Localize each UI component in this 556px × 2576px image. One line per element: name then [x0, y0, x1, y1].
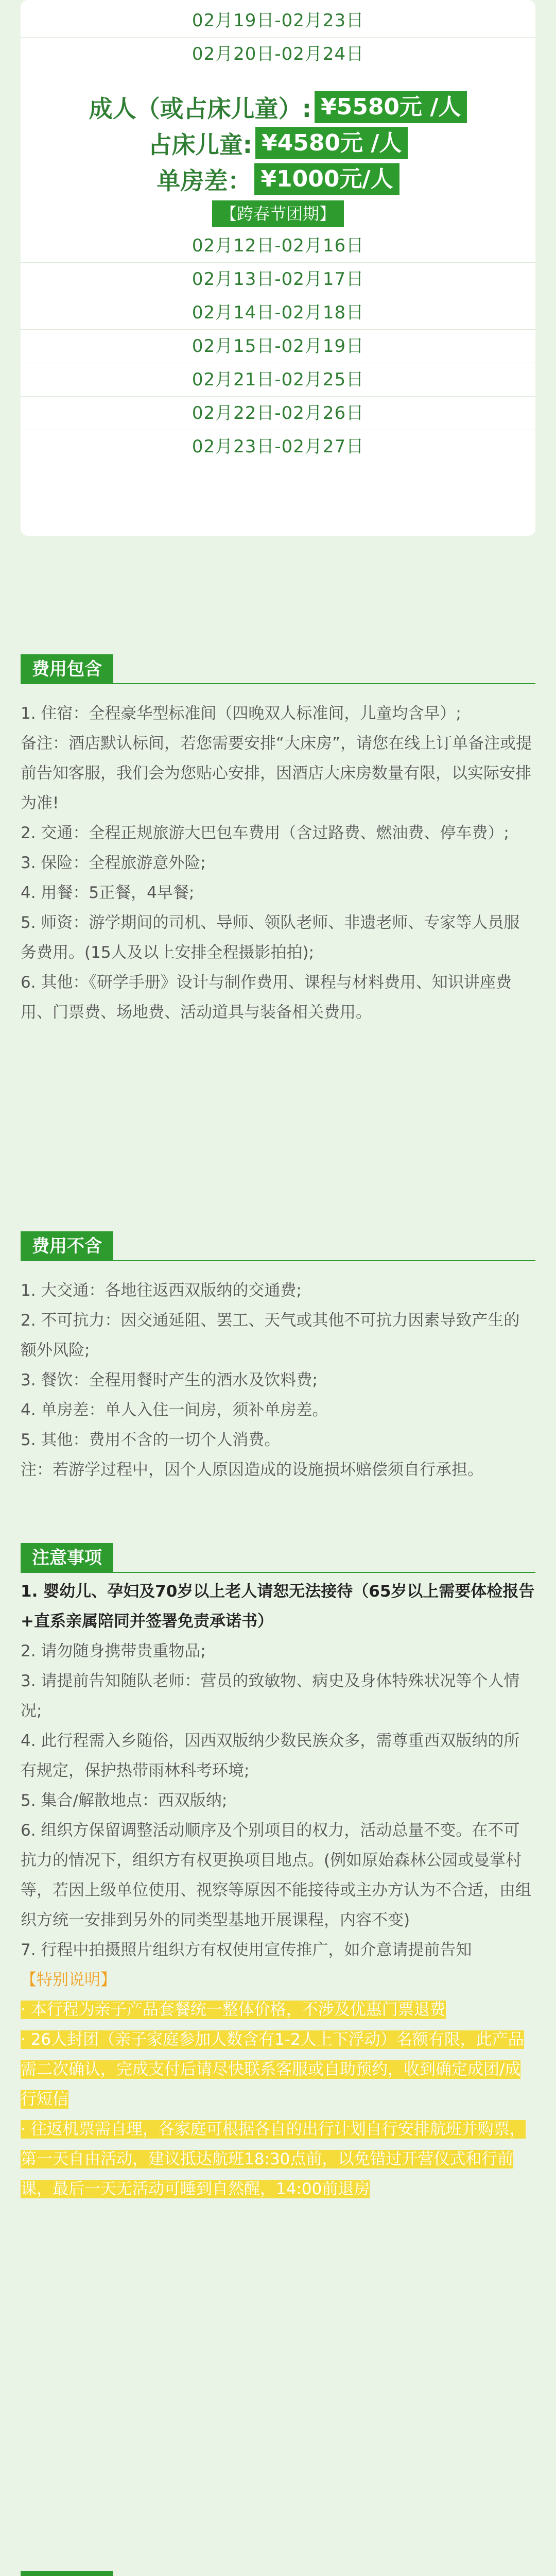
spring-festival-heading: 【跨春节团期】	[212, 200, 344, 227]
date-row: 02月20日-02月24日	[21, 37, 535, 71]
notes-heading: 注意事项	[21, 1543, 113, 1573]
special-notice-line: · 本行程为亲子产品套餐统一整体价格，不涉及优惠门票退费	[21, 2001, 446, 2019]
price-value: ¥5580元 /人	[315, 91, 467, 123]
fee-exclude-line: 注：若游学过程中，因个人原因造成的设施损坏赔偿须自行承担。	[21, 1461, 483, 1479]
fee-exclude-line: 1. 大交通：各地往返西双版纳的交通费;	[21, 1281, 302, 1300]
date-row: 02月14日-02月18日	[21, 296, 535, 329]
notes-line: 2. 请勿随身携带贵重物品;	[21, 1642, 206, 1660]
price-label: 成人（或占床儿童）:	[89, 95, 311, 123]
date-row: 02月22日-02月26日	[21, 396, 535, 430]
fee-include-heading: 费用包含	[21, 654, 113, 684]
notes-line: 1. 婴幼儿、孕妇及70岁以上老人请恕无法接待（65岁以上需要体检报告+直系亲属陪同并签署免责承诺书）	[21, 1582, 535, 1631]
fee-exclude-line: 2. 不可抗力：因交通延阻、罢工、天气或其他不可抗力因素导致产生的额外风险;	[21, 1311, 520, 1360]
fee-include-line: 4. 用餐：5正餐，4早餐;	[21, 884, 195, 902]
fee-include-line: 备注：酒店默认标间，若您需要安排“大床房”，请您在线上订单备注或提前告知客服，我们会为您贴心安排，因酒店大床房数量有限，以实际安排为准!	[21, 734, 532, 812]
date-row: 02月23日-02月27日	[21, 430, 535, 463]
fee-include-line: 2. 交通：全程正规旅游大巴包车费用（含过路费、燃油费、停车费）;	[21, 824, 509, 842]
fee-include-line: 1. 住宿：全程豪华型标准间（四晚双人标准间，儿童均含早）;	[21, 704, 461, 723]
special-notice	[21, 1995, 535, 2025]
notes-line: 4. 此行程需入乡随俗，因西双版纳少数民族众多，需尊重西双版纳的所有规定，保护热带雨林科考环境;	[21, 1732, 520, 1780]
special-notice-line: · 26人封团（亲子家庭参加人数含有1-2人上下浮动）名额有限，此产品需二次确认，完成支付后请尽快联系客服或自助预约，收到确定成团/成行短信	[21, 2030, 524, 2109]
notes-line: 6. 组织方保留调整活动顺序及个别项目的权力，活动总量不变。在不可抗力的情况下，组织方有权更换项目地点。(例如原始森林公园或曼掌村等，若因上级单位使用、视察等原因不能接待或主办方认为不合适，由组织方统一安排到另外的同类型基地开展课程，内容不变)	[21, 1821, 531, 1929]
single-room-price-row	[21, 161, 535, 197]
date-row: 02月15日-02月19日	[21, 329, 535, 363]
fee-exclude-line: 3. 餐饮：全程用餐时产生的酒水及饮料费;	[21, 1371, 318, 1389]
fee-exclude-text	[21, 1276, 535, 1485]
notes-line: 3. 请提前告知随队老师：营员的致敏物、病史及身体特殊状况等个人情况;	[21, 1672, 520, 1720]
price-value: ¥1000元/人	[254, 163, 399, 195]
special-notice	[21, 2025, 535, 2114]
price-value: ¥4580元 /人	[255, 127, 408, 159]
fee-exclude-heading: 费用不含	[21, 1231, 113, 1261]
notes-line: 5. 集合/解散地点：西双版纳;	[21, 1791, 228, 1810]
refund-heading	[21, 2571, 113, 2576]
date-row: 02月21日-02月25日	[21, 363, 535, 396]
special-notice-line: · 往返机票需自理，各家庭可根据各自的出行计划自行安排航班并购票，第一天自由活动，建议抵达航班18:30点前，以免错过开营仪式和行前课，最后一天无活动可睡到自然醒，14:00前退房	[21, 2120, 526, 2198]
fee-exclude-line: 5. 其他：费用不含的一切个人消费。	[21, 1431, 281, 1449]
fee-include-text	[21, 699, 535, 1027]
fee-include-line: 6. 其他：《研学手册》设计与制作费用、课程与材料费用、知识讲座费用、门票费、场地费、活动道具与装备相关费用。	[21, 973, 512, 1022]
heading-divider	[21, 1572, 535, 1573]
child-price-row	[21, 125, 535, 161]
special-notice-title: 【特别说明】	[21, 1971, 116, 1989]
date-price-card	[21, 0, 535, 536]
heading-divider	[21, 683, 535, 684]
date-row: 02月13日-02月17日	[21, 262, 535, 296]
adult-price-row	[21, 89, 535, 125]
notes-line: 7. 行程中拍摄照片组织方有权使用宣传推广，如介意请提前告知	[21, 1941, 472, 1959]
notes-text	[21, 1577, 535, 2204]
special-notice	[21, 2114, 535, 2204]
fee-exclude-line: 4. 单房差：单人入住一间房，须补单房差。	[21, 1401, 328, 1419]
date-row: 02月12日-02月16日	[192, 235, 364, 256]
fee-include-line: 5. 师资：游学期间的司机、导师、领队老师、非遗老师、专家等人员服务费用。(15人及以上安排全程摄影拍拍);	[21, 913, 520, 962]
price-label: 单房差：	[157, 167, 252, 195]
fee-include-line: 3. 保险：全程旅游意外险;	[21, 854, 206, 872]
price-label: 占床儿童:	[148, 131, 252, 159]
heading-divider	[21, 1260, 535, 1261]
date-row: 02月19日-02月23日	[192, 10, 364, 31]
